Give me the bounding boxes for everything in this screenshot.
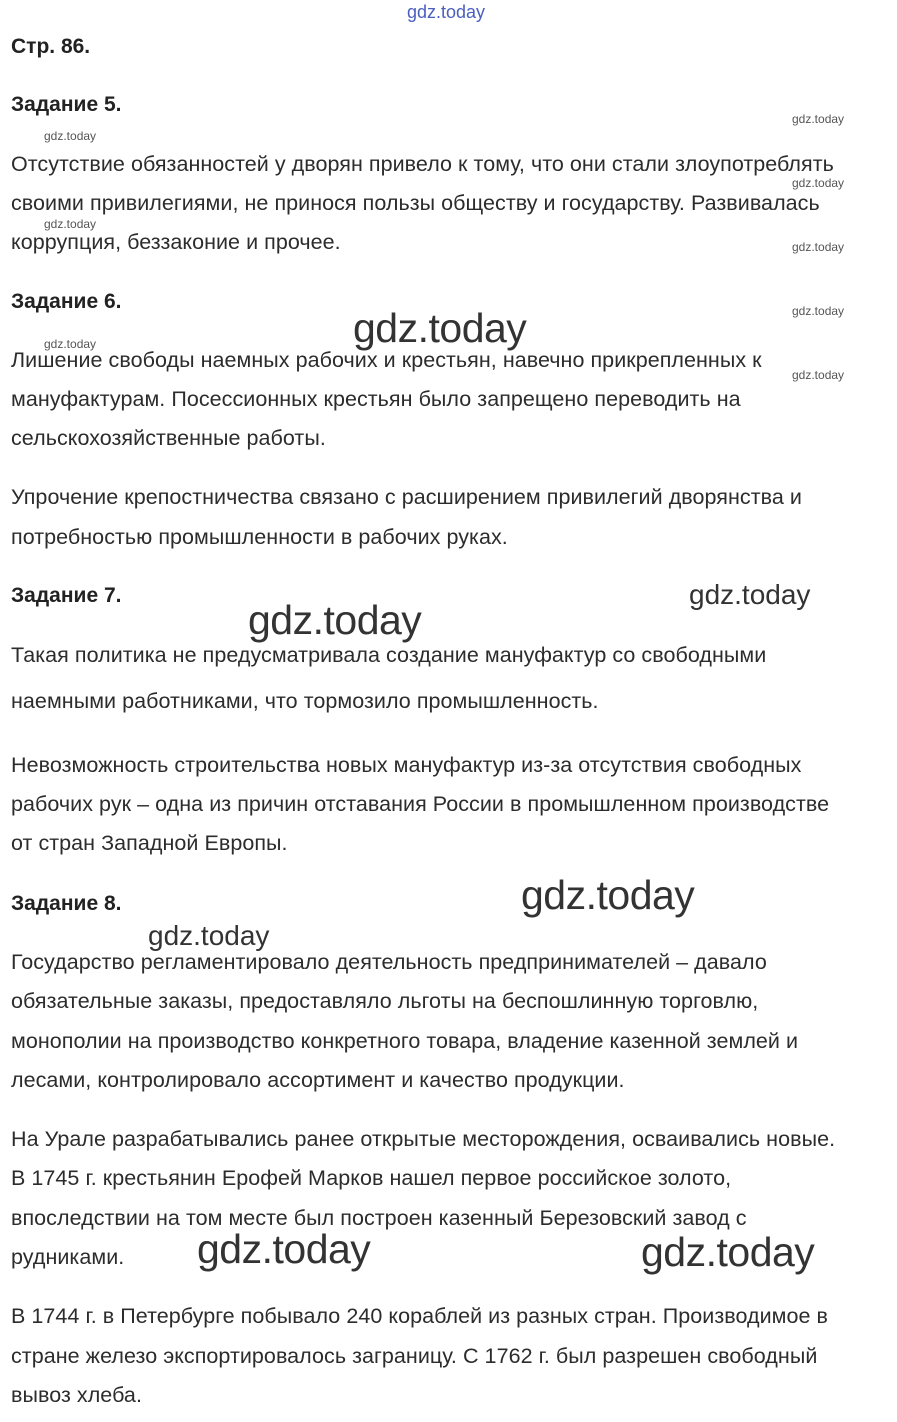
task-7-line: Невозможность строительства новых мануфактур из-за отсутствия свободных — [11, 753, 802, 777]
watermark-top: gdz.today — [407, 2, 486, 22]
task-8-line: лесами, контролировало ассортимент и качество продукции. — [11, 1068, 625, 1092]
task-7-heading: Задание 7. — [11, 584, 122, 607]
task-8-line: Государство регламентировало деятельность предпринимателей – давало — [11, 950, 767, 974]
watermark-large: gdz.today — [521, 872, 695, 918]
task-7-line: Такая политика не предусматривала создание мануфактур со свободными — [11, 643, 767, 667]
task-5-heading: Задание 5. — [11, 93, 122, 116]
watermark-small: gdz.today — [44, 129, 97, 143]
watermark-medium: gdz.today — [148, 920, 270, 951]
task-8-line: В 1745 г. крестьянин Ерофей Марков нашел первое российское золото, — [11, 1166, 732, 1190]
task-7-line: рабочих рук – одна из причин отставания России в промышленном производстве — [11, 792, 830, 816]
watermark-small: gdz.today — [44, 337, 97, 351]
page-number: Стр. 86. — [11, 35, 91, 58]
task-8-heading: Задание 8. — [11, 892, 122, 915]
task-6-line: Упрочение крепостничества связано с расширением привилегий дворянства и — [11, 485, 802, 509]
watermark-large: gdz.today — [248, 597, 422, 643]
task-8-line: обязательные заказы, предоставляло льготы на беспошлинную торговлю, — [11, 989, 759, 1013]
task-8-line: рудниками. — [11, 1245, 125, 1269]
task-8-line: монополии на производство конкретного товара, владение казенной землей и — [11, 1029, 799, 1053]
task-7-line: от стран Западной Европы. — [11, 831, 288, 855]
watermark-small: gdz.today — [792, 240, 845, 254]
watermark-large: gdz.today — [641, 1229, 815, 1275]
task-8-line: впоследствии на том месте был построен казенный Березовский завод с — [11, 1206, 747, 1230]
task-6-line: потребностью промышленности в рабочих руках. — [11, 525, 508, 549]
task-8-line: вывоз хлеба. — [11, 1383, 142, 1407]
task-8-line: В 1744 г. в Петербурге побывало 240 кораблей из разных стран. Производимое в — [11, 1304, 829, 1328]
task-6-line: Лишение свободы наемных рабочих и крестьян, навечно прикрепленных к — [11, 348, 762, 372]
watermark-small: gdz.today — [792, 112, 845, 126]
task-6-line: сельскохозяйственные работы. — [11, 426, 326, 450]
task-8-line: стране железо экспортировалось заграницу. С 1762 г. был разрешен свободный — [11, 1344, 818, 1368]
task-7-line: наемными работниками, что тормозило промышленность. — [11, 689, 599, 713]
task-5-line: своими привилегиями, не принося пользы обществу и государству. Развивалась — [11, 191, 820, 215]
watermark-small: gdz.today — [44, 217, 97, 231]
task-8-line: На Урале разрабатывались ранее открытые месторождения, осваивались новые. — [11, 1127, 836, 1151]
task-6-line: мануфактурам. Посессионных крестьян было запрещено переводить на — [11, 387, 741, 411]
watermark-large: gdz.today — [353, 305, 527, 351]
watermark-small: gdz.today — [792, 176, 845, 190]
watermark-medium: gdz.today — [689, 579, 811, 610]
task-6-heading: Задание 6. — [11, 290, 122, 313]
watermark-large: gdz.today — [197, 1226, 371, 1272]
watermark-small: gdz.today — [792, 304, 845, 318]
watermark-small: gdz.today — [792, 368, 845, 382]
task-5-line: коррупция, беззаконие и прочее. — [11, 230, 341, 254]
task-5-line: Отсутствие обязанностей у дворян привело к тому, что они стали злоупотреблять — [11, 152, 834, 176]
